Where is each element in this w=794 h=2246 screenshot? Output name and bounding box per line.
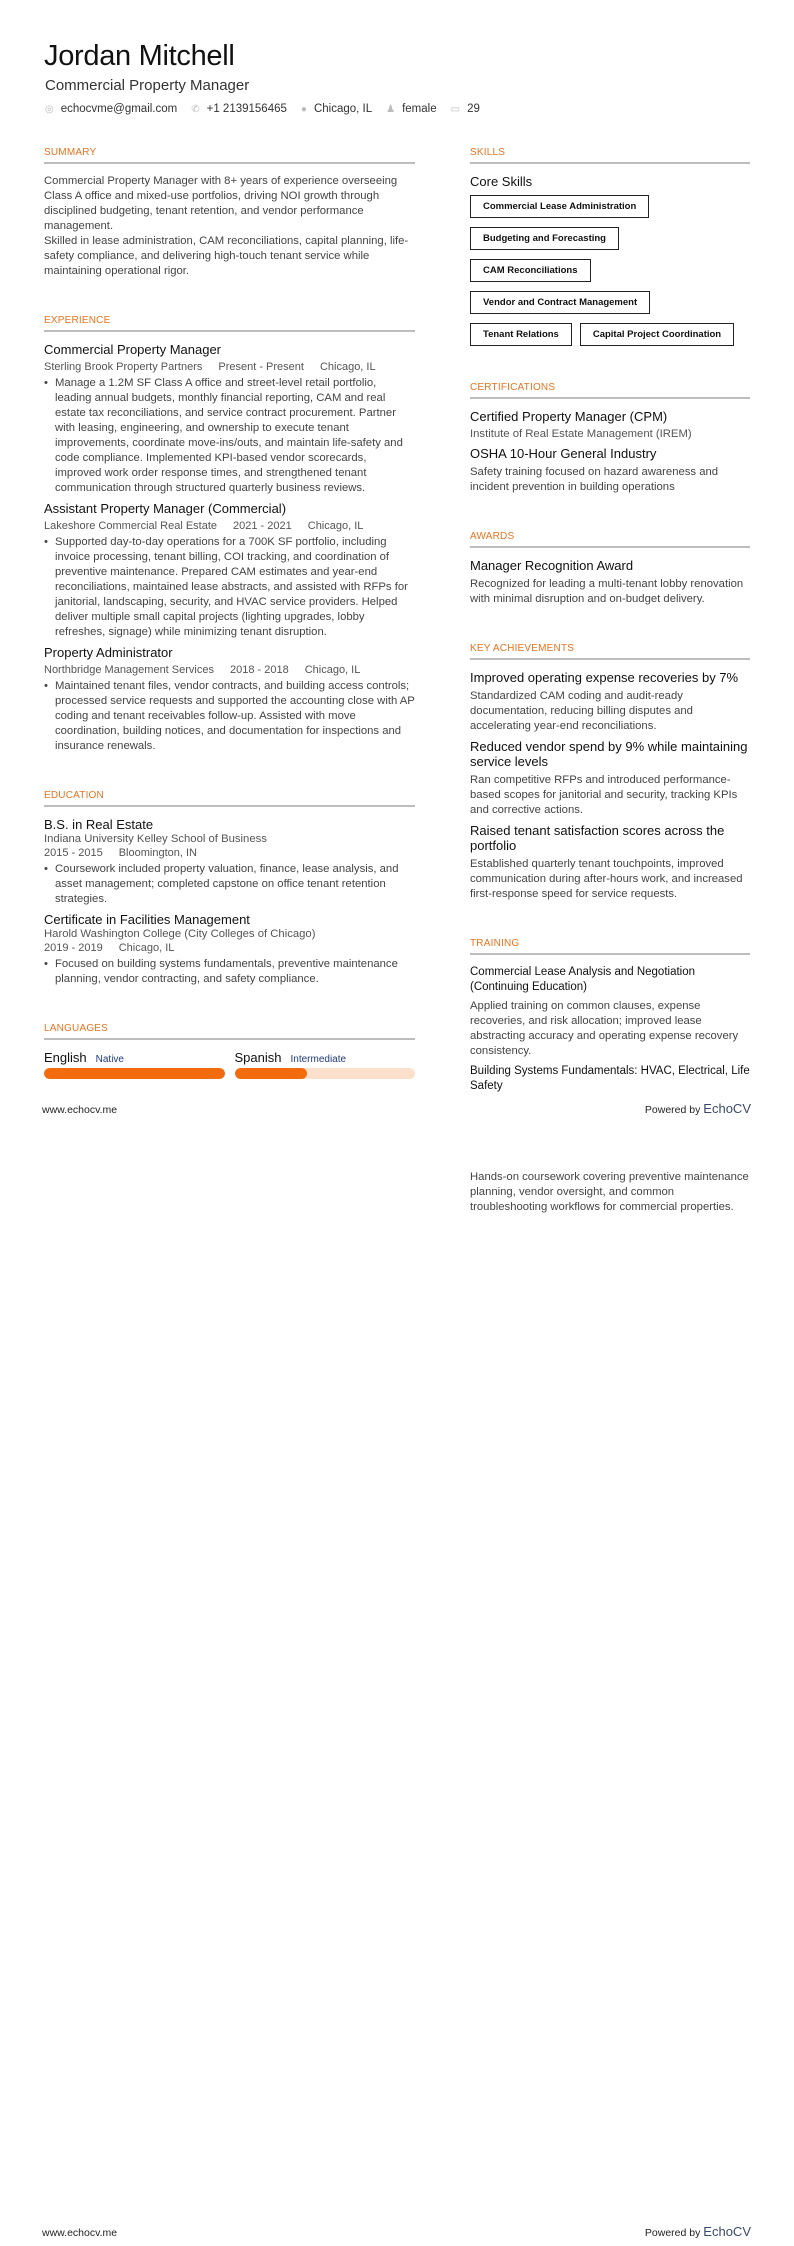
- location-icon: ●: [300, 103, 307, 115]
- section-heading: EDUCATION: [44, 790, 415, 807]
- achievement-desc: Ran competitive RFPs and introduced performance-based scopes for janitorial and security, tracking KPIs and corrective actions.: [470, 774, 738, 816]
- job-entry: [44, 645, 415, 754]
- language-level: Intermediate: [290, 1054, 347, 1065]
- achievement-desc: Established quarterly tenant touchpoints, improved communication during after-hours work, and increased first-response speed for service requests.: [470, 858, 743, 900]
- location: Bloomington, IN: [118, 847, 197, 859]
- achievements-section: [470, 643, 750, 902]
- gender-text: female: [402, 103, 437, 115]
- school: Indiana University Kelley School of Business: [44, 833, 267, 845]
- job-entry: [44, 501, 415, 640]
- school: Harold Washington College (City Colleges of Chicago): [44, 928, 316, 940]
- summary-text: Commercial Property Manager with 8+ years of experience overseeing Class A office and mixed-use portfolios, driving NOI growth through disciplined budgeting, tenant retention, and vendor performance management.: [44, 175, 398, 232]
- skill-chip: CAM Reconciliations: [470, 259, 591, 282]
- cert-title: OSHA 10-Hour General Industry: [470, 446, 657, 461]
- phone-text: +1 2139156465: [206, 103, 287, 115]
- training-section: [470, 938, 750, 1094]
- section-heading: TRAINING: [470, 938, 750, 955]
- achievement-title: Raised tenant satisfaction scores across the portfolio: [470, 823, 725, 853]
- contact-age: [451, 103, 480, 115]
- award-title: Manager Recognition Award: [470, 558, 634, 573]
- at-icon: ◎: [45, 103, 54, 115]
- location: Chicago, IL: [319, 361, 376, 373]
- skills-section: [470, 147, 750, 346]
- section-heading: SKILLS: [470, 147, 750, 164]
- location-text: Chicago, IL: [313, 103, 373, 115]
- award-desc: Recognized for leading a multi-tenant lobby renovation with minimal disruption and on-budget delivery.: [470, 578, 744, 605]
- education-bullet: • Coursework included property valuation, finance, lease analysis, and asset management; completed capstone on office tenant retention strategies.: [44, 862, 415, 907]
- awards-section: [470, 531, 750, 607]
- candidate-title: Commercial Property Manager: [45, 77, 250, 94]
- job-bullet: • Manage a 1.2M SF Class A office and street-level retail portfolio, leading annual budgets, monthly financial reporting, CAM and real estate tax reconciliations, and service contract procurement. Partner with leasing, engineering, and ownership to execute tenant improvements, coordinate move-ins/outs, and maintain life-safety and code compliance. Implemented KPI-based vendor scorecards, improved work order response times, and strengthened tenant communication through structured quarterly business reviews.: [44, 376, 415, 496]
- skill-chip: Tenant Relations: [470, 323, 572, 346]
- section-heading: SUMMARY: [44, 147, 415, 164]
- training-title: Building Systems Fundamentals: HVAC, Electrical, Life Safety: [470, 1065, 750, 1092]
- job-title: Commercial Property Manager: [44, 342, 222, 357]
- achievement-title: Improved operating expense recoveries by 7%: [470, 670, 739, 685]
- section-heading: KEY ACHIEVEMENTS: [470, 643, 750, 660]
- left-column: [44, 147, 415, 1115]
- brand-name: EchoCV: [703, 1101, 751, 1116]
- cert-title: Certified Property Manager (CPM): [470, 409, 668, 424]
- training-desc-overflow: Hands-on coursework covering preventive maintenance planning, vendor oversight, and common troubleshooting workflows for commercial properties.: [470, 1171, 749, 1213]
- education-bullet: • Focused on building systems fundamentals, preventive maintenance planning, vendor contracting, and safety compliance.: [44, 957, 415, 987]
- job-entry: [44, 342, 415, 496]
- language-name: Spanish: [234, 1050, 282, 1065]
- degree: Certificate in Facilities Management: [44, 912, 250, 927]
- candidate-name: Jordan Mitchell: [44, 40, 235, 72]
- contact-location: [301, 103, 372, 115]
- cert-org: Institute of Real Estate Management (IREM): [470, 428, 692, 440]
- company: Lakeshore Commercial Real Estate: [44, 520, 218, 532]
- contact-phone[interactable]: [191, 103, 287, 115]
- languages-section: [44, 1023, 415, 1079]
- job-title: Property Administrator: [44, 645, 173, 660]
- summary-section: [44, 147, 415, 279]
- section-heading: AWARDS: [470, 531, 750, 548]
- training-desc: Applied training on common clauses, expense recoveries, and risk allocation; improved lease abstracting accuracy and operating expense recovery consistency.: [470, 1000, 739, 1057]
- language-name: English: [44, 1050, 87, 1065]
- job-bullet: • Maintained tenant files, vendor contracts, and building access controls; processed service requests and supported the accounting close with AP coding and tenant receivables follow-up. Assisted with move coordination, building notices, and documentation for inspections and insurance renewals.: [44, 679, 415, 754]
- degree: B.S. in Real Estate: [44, 817, 154, 832]
- job-bullet: • Supported day-to-day operations for a 700K SF portfolio, including invoice processing, tenant billing, COI tracking, and coordination of preventive maintenance. Prepared CAM estimates and year-end reconciliations, maintained lease abstracts, and assisted with RFPs for janitorial, landscaping, security, and HVAC service providers. Helped deliver multiple small capital projects (lighting upgrades, lobby refreshes, signage) while minimizing tenant disruption.: [44, 535, 415, 640]
- certifications-section: [470, 382, 750, 495]
- brand-name: EchoCV: [703, 2224, 751, 2239]
- skill-chip: Budgeting and Forecasting: [470, 227, 619, 250]
- skill-chip: Commercial Lease Administration: [470, 195, 649, 218]
- skill-chip: Capital Project Coordination: [580, 323, 734, 346]
- dates: 2021 - 2021: [233, 520, 292, 532]
- dates: 2018 - 2018: [229, 664, 289, 676]
- skills-group-title: Core Skills: [470, 174, 533, 189]
- summary-text: Skilled in lease administration, CAM reconciliations, capital planning, life-safety compliance, and delivering high-touch tenant service while maintaining operational rigor.: [44, 235, 409, 277]
- location: Chicago, IL: [304, 664, 361, 676]
- education-section: [44, 790, 415, 987]
- company: Sterling Brook Property Partners: [44, 361, 203, 373]
- achievement-title: Reduced vendor spend by 9% while maintaining service levels: [470, 739, 748, 769]
- contact-email[interactable]: [45, 103, 177, 115]
- phone-icon: ✆: [191, 103, 200, 115]
- location: Chicago, IL: [307, 520, 364, 532]
- job-title: Assistant Property Manager (Commercial): [44, 501, 287, 516]
- language-bar-fill: [235, 1068, 307, 1079]
- contact-gender: [386, 103, 437, 115]
- footer-powered-by[interactable]: [645, 1101, 751, 1116]
- language-bar-fill: [44, 1068, 225, 1079]
- age-text: 29: [467, 103, 480, 115]
- dates: 2015 - 2015: [44, 847, 103, 859]
- right-column: [470, 147, 750, 1098]
- calendar-icon: ▭: [450, 103, 461, 115]
- education-entry: [44, 817, 415, 907]
- user-icon: ♟: [386, 103, 396, 115]
- dates: 2019 - 2019: [44, 942, 103, 954]
- achievement-desc: Standardized CAM coding and audit-ready documentation, reducing billing disputes and accelerating year-end reconciliations.: [470, 690, 693, 732]
- footer-site-link[interactable]: www.echocv.me: [42, 1104, 118, 1116]
- company: Northbridge Management Services: [44, 664, 214, 676]
- footer-site-link[interactable]: www.echocv.me: [42, 2227, 118, 2239]
- language-item: [44, 1050, 225, 1079]
- section-heading: EXPERIENCE: [44, 315, 415, 332]
- section-heading: CERTIFICATIONS: [470, 382, 750, 399]
- skill-chip: Vendor and Contract Management: [470, 291, 650, 314]
- training-title: Commercial Lease Analysis and Negotiation (Continuing Education): [470, 966, 696, 993]
- language-bar: [44, 1068, 225, 1079]
- email-text: echocvme@gmail.com: [60, 103, 178, 115]
- powered-label: Powered by: [644, 2227, 701, 2239]
- powered-label: Powered by: [644, 1104, 701, 1116]
- location: Chicago, IL: [118, 942, 175, 954]
- footer-powered-by[interactable]: [645, 2224, 751, 2239]
- experience-section: [44, 315, 415, 754]
- language-bar: [235, 1068, 416, 1079]
- cert-desc: Safety training focused on hazard awareness and incident prevention in building operations: [470, 466, 719, 493]
- section-heading: LANGUAGES: [44, 1023, 415, 1040]
- contact-row: [45, 103, 480, 115]
- language-item: [235, 1050, 416, 1079]
- education-entry: [44, 912, 415, 987]
- dates: Present - Present: [218, 361, 304, 373]
- language-level: Native: [95, 1054, 124, 1065]
